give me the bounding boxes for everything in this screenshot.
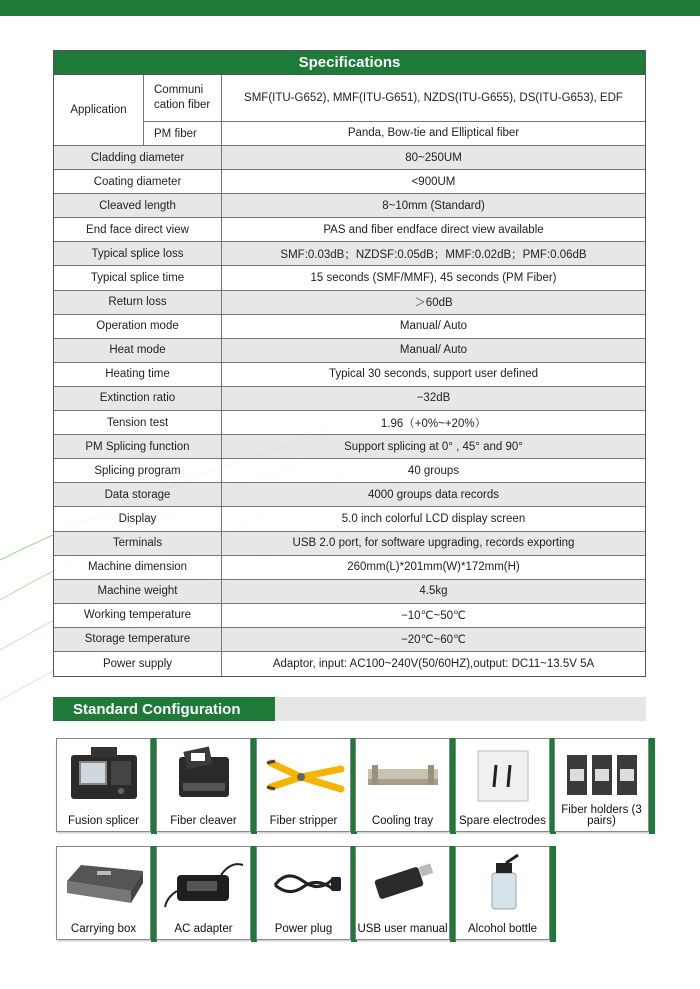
spec-row xyxy=(54,218,645,242)
spec-value: PAS and fiber endface direct view available xyxy=(323,223,544,236)
spec-row xyxy=(54,291,645,315)
config-item-label: Cooling tray xyxy=(371,815,434,827)
spec-row xyxy=(54,170,645,194)
spec-row xyxy=(54,315,645,339)
fiber-cleaver-icon xyxy=(161,743,247,805)
spec-row xyxy=(54,532,645,556)
spec-value: 4000 groups data records xyxy=(367,488,500,501)
spec-rows xyxy=(54,146,645,676)
spec-value: 40 groups xyxy=(407,464,460,477)
alcohol-bottle-icon xyxy=(460,851,546,913)
spec-label: Return loss xyxy=(54,291,222,314)
spec-value: 8~10mm (Standard) xyxy=(382,199,485,212)
spec-value: ＞60dB xyxy=(414,297,453,310)
spec-row xyxy=(54,411,645,435)
spec-label: Typical splice loss xyxy=(54,242,222,265)
spare-electrodes-icon xyxy=(460,743,546,805)
standard-configuration-bar xyxy=(53,697,646,721)
spec-value: −10℃~50℃ xyxy=(401,610,466,623)
config-item-label: Fiber stripper xyxy=(269,815,338,827)
spec-label: Machine dimension xyxy=(54,556,222,579)
spec-label: Operation mode xyxy=(54,315,222,338)
spec-value: −32dB xyxy=(416,392,451,405)
carrying-box-icon xyxy=(61,851,147,913)
spec-row xyxy=(54,459,645,483)
pm-fiber-value: Panda, Bow-tie and Elliptical fiber xyxy=(347,127,520,140)
spec-row xyxy=(54,194,645,218)
spec-value: 260mm(L)*201mm(W)*172mm(H) xyxy=(347,561,520,574)
spec-label: Splicing program xyxy=(54,459,222,482)
spec-label: Tension test xyxy=(54,411,222,434)
specifications-table xyxy=(53,50,646,677)
spec-label: Working temperature xyxy=(54,604,222,627)
spec-label: Data storage xyxy=(54,483,222,506)
config-item-card xyxy=(554,738,649,832)
spec-label: Storage temperature xyxy=(54,628,222,651)
spec-row xyxy=(54,435,645,459)
application-sub-rows xyxy=(144,75,645,145)
config-item-card xyxy=(355,846,450,940)
spec-row xyxy=(54,339,645,363)
spec-label: PM Splicing function xyxy=(54,435,222,458)
spec-label: Heat mode xyxy=(54,339,222,362)
spec-value: Manual/ Auto xyxy=(399,320,468,333)
config-item-card xyxy=(455,846,550,940)
config-item-label: Power plug xyxy=(274,923,333,935)
spec-value: 5.0 inch colorful LCD display screen xyxy=(341,512,526,525)
config-item-card xyxy=(256,846,351,940)
spec-value: 1.96（+0%~+20%） xyxy=(380,417,487,430)
spec-value: Support splicing at 0° , 45° and 90° xyxy=(344,440,523,453)
config-item-card xyxy=(256,738,351,832)
application-row-communication xyxy=(144,75,645,121)
spec-label: Machine weight xyxy=(54,580,222,603)
spec-row xyxy=(54,363,645,387)
spec-label: Typical splice time xyxy=(54,266,222,289)
spec-label: Coating diameter xyxy=(54,170,222,193)
spec-row xyxy=(54,652,645,676)
cooling-tray-icon xyxy=(360,743,446,805)
application-block xyxy=(54,75,645,146)
config-item-label: AC adapter xyxy=(174,923,233,935)
spec-value: Adaptor, input: AC100~240V(50/60HZ),output: DC11~13.5V 5A xyxy=(272,658,595,671)
spec-label: Cleaved length xyxy=(54,194,222,217)
spec-row xyxy=(54,507,645,531)
spec-label: Heating time xyxy=(54,363,222,386)
fiber-stripper-icon xyxy=(261,743,347,805)
config-item-label: Alcohol bottle xyxy=(467,923,538,935)
spec-row xyxy=(54,483,645,507)
spec-row xyxy=(54,604,645,628)
config-item-card xyxy=(156,738,251,832)
application-row-pm xyxy=(144,121,645,145)
spec-value: 15 seconds (SMF/MMF), 45 seconds (PM Fiber) xyxy=(310,272,557,285)
config-item-label: Fiber holders (3 pairs) xyxy=(561,804,642,827)
fiber-holders-icon xyxy=(559,743,645,805)
config-item-card xyxy=(455,738,550,832)
standard-configuration-title: Standard Configuration xyxy=(53,697,275,721)
spec-row xyxy=(54,628,645,652)
pm-fiber-label: PM fiber xyxy=(144,122,222,145)
spec-value: 4.5kg xyxy=(419,585,448,598)
spec-label: End face direct view xyxy=(54,218,222,241)
spec-row xyxy=(54,387,645,411)
spec-label: Terminals xyxy=(54,532,222,555)
spec-value: −20℃~60℃ xyxy=(401,634,466,647)
spec-label: Power supply xyxy=(54,652,222,676)
spec-value: Typical 30 seconds, support user defined xyxy=(328,368,539,381)
fusion-splicer-icon xyxy=(61,743,147,805)
config-item-card xyxy=(56,738,151,832)
spec-value: SMF:0.03dB；NZDSF:0.05dB；MMF:0.02dB；PMF:0.06dB xyxy=(280,248,587,261)
communication-fiber-label: Communi cation fiber xyxy=(144,75,222,121)
config-item-label: USB user manual xyxy=(357,923,448,935)
config-item-label: Spare electrodes xyxy=(459,815,546,827)
config-item-card xyxy=(56,846,151,940)
specifications-title: Specifications xyxy=(54,51,645,75)
config-item-label: Fusion splicer xyxy=(68,815,139,827)
spec-row xyxy=(54,580,645,604)
communication-fiber-value: SMF(ITU-G652), MMF(ITU-G651), NZDS(ITU-G655), DS(ITU-G653), EDF xyxy=(244,91,623,104)
spec-row xyxy=(54,556,645,580)
spec-value: 80~250UM xyxy=(405,151,462,164)
spec-row xyxy=(54,266,645,290)
config-item-label: Fiber cleaver xyxy=(170,815,237,827)
config-item-card xyxy=(355,738,450,832)
spec-value: Manual/ Auto xyxy=(399,344,468,357)
spec-value: USB 2.0 port, for software upgrading, records exporting xyxy=(292,537,575,550)
spec-value: <900UM xyxy=(411,175,456,188)
usb-drive-icon xyxy=(360,851,446,913)
spec-label: Display xyxy=(54,507,222,530)
config-item-card xyxy=(156,846,251,940)
config-item-label: Carrying box xyxy=(70,923,137,935)
spec-row xyxy=(54,242,645,266)
top-green-bar xyxy=(0,0,700,16)
spec-label: Extinction ratio xyxy=(54,387,222,410)
ac-adapter-icon xyxy=(161,851,247,913)
spec-label: Cladding diameter xyxy=(54,146,222,169)
power-plug-icon xyxy=(261,851,347,913)
application-label: Application xyxy=(54,75,144,145)
spec-row xyxy=(54,146,645,170)
